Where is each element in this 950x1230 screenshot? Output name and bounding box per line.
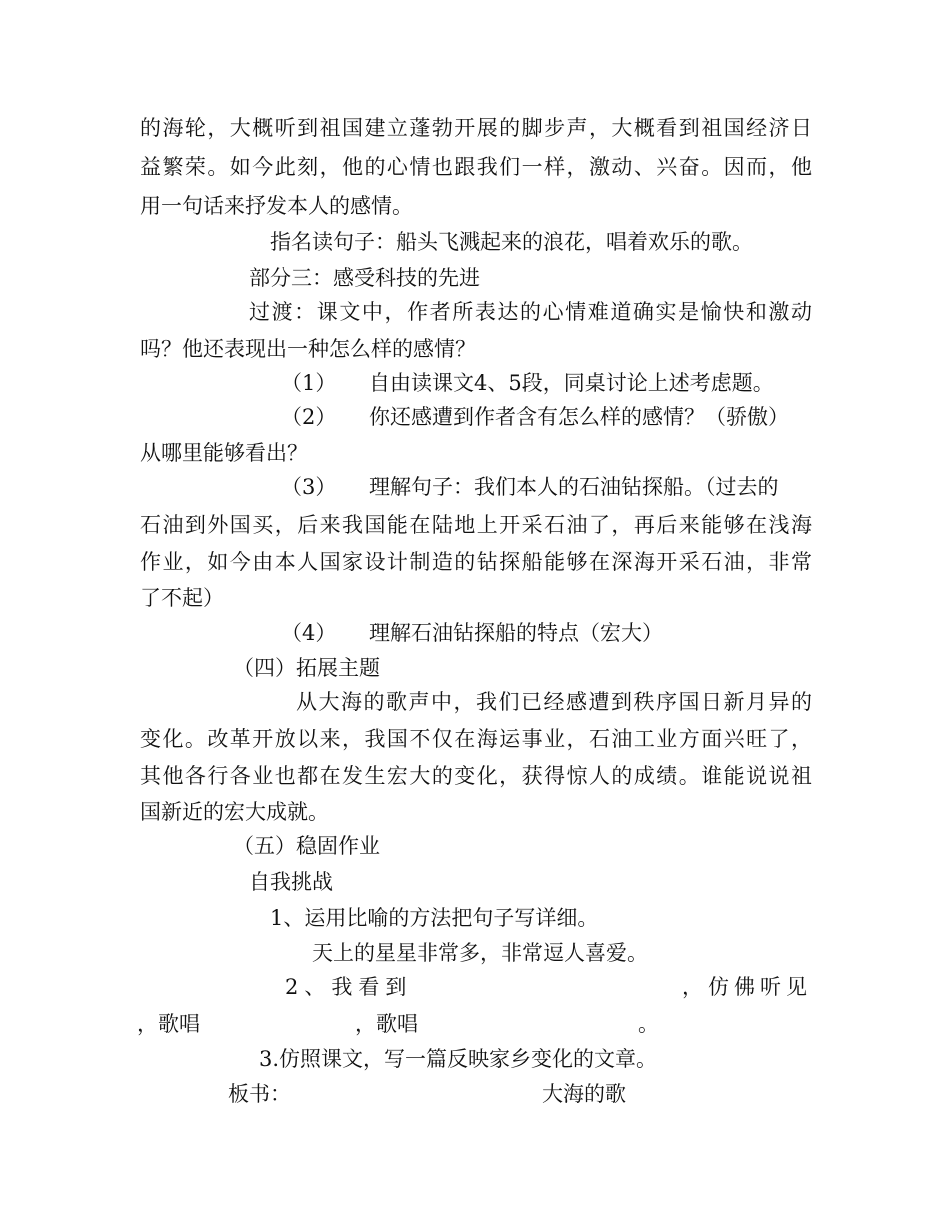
- exercise-3: 3.仿照课文，写一篇反映家乡变化的文章。: [259, 1047, 658, 1071]
- section-title: （四）拓展主题: [233, 656, 380, 680]
- transition-line: 过渡：课文中，作者所表达的心情难道确实是愉快和激动: [249, 300, 812, 324]
- list-item: [281, 617, 663, 649]
- list-item: [281, 367, 774, 399]
- paragraph-line: 的海轮，大概听到祖国建立蓬勃开展的脚步声，大概看到祖国经济日: [140, 116, 812, 140]
- item-text: 你还感遭到作者含有怎么样的感情？（骄傲）: [369, 405, 789, 429]
- exercise-2-part-e: 。: [638, 1012, 659, 1036]
- board-title: 大海的歌: [542, 1082, 626, 1106]
- paragraph-line: 变化。改革开放以来，我国不仅在海运事业，石油工业方面兴旺了，: [140, 727, 812, 751]
- item-number: （1）: [281, 371, 337, 395]
- paragraph-line: 其他各行各业也都在发生宏大的变化，获得惊人的成绩。谁能说说祖: [140, 764, 812, 788]
- item-text: 理解石油钻探船的特点（宏大）: [369, 621, 663, 645]
- transition-line: 吗？他还表现出一种怎么样的感情？: [140, 337, 476, 361]
- paragraph-line: 用一句话来抒发本人的感情。: [140, 194, 413, 218]
- paragraph-line: 国新近的宏大成就。: [140, 800, 329, 824]
- paragraph-line: 从大海的歌声中，我们已经感遭到秩序国日新月异的: [296, 690, 812, 714]
- exercise-2-part-c: ，歌唱: [137, 1012, 200, 1036]
- exercise-2-part-b: ，仿佛听见: [682, 975, 812, 999]
- exercise-1-sentence: 天上的星星非常多，非常逗人喜爱。: [312, 941, 648, 965]
- item-text: 自由读课文4、5段，同桌讨论上述考虑题。: [369, 371, 774, 395]
- paragraph-line: 益繁荣。如今此刻，他的心情也跟我们一样，激动、兴奋。因而，他: [140, 155, 812, 179]
- list-item: [281, 471, 779, 503]
- subheading: 自我挑战: [249, 870, 333, 894]
- item-text: 理解句子：我们本人的石油钻探船。（过去的: [369, 475, 779, 499]
- exercise-2-part-d: ，歌唱: [355, 1012, 418, 1036]
- part3-title: 部分三：感受科技的先进: [249, 266, 480, 290]
- list-item: [281, 401, 812, 433]
- item-text-cont: 了不起）: [140, 586, 224, 610]
- item-text-cont: 作业，如今由本人国家设计制造的钻探船能够在深海开采石油，非常: [140, 550, 812, 574]
- read-sentence: 指名读句子：船头飞溅起来的浪花，唱着欢乐的歌。: [270, 230, 753, 254]
- item-text-cont: 从哪里能够看出？: [140, 441, 308, 465]
- item-number: （3）: [281, 475, 337, 499]
- item-number: （4）: [281, 621, 337, 645]
- section-title: （五）稳固作业: [233, 834, 380, 858]
- exercise-1: 1、运用比喻的方法把句子写详细。: [270, 906, 599, 930]
- item-number: （2）: [281, 405, 337, 429]
- board-label: 板书：: [228, 1082, 291, 1106]
- item-text-cont: 石油到外国买，后来我国能在陆地上开采石油了，再后来能够在浅海: [140, 513, 812, 537]
- exercise-2-part-a: 2、我看到: [285, 975, 413, 999]
